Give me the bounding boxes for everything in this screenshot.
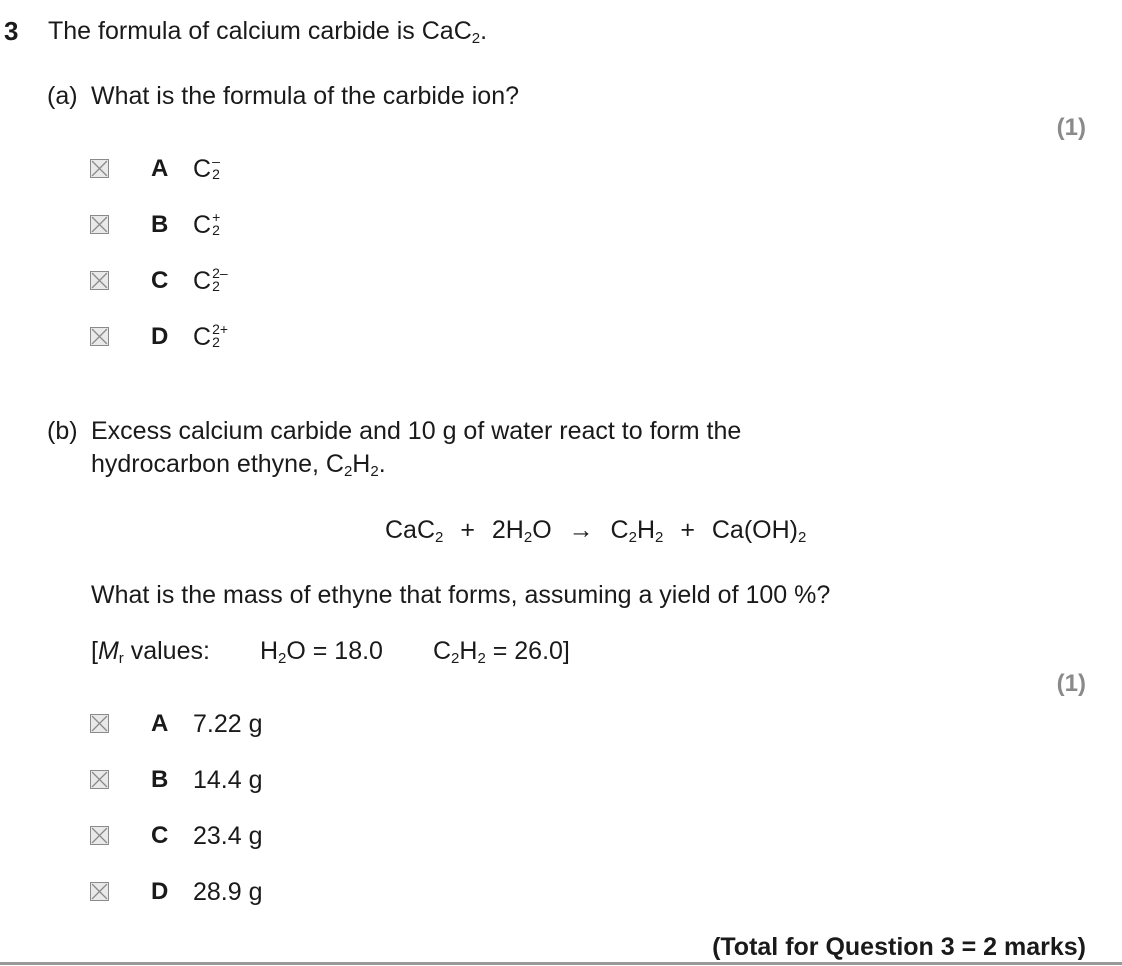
relative-mass-values: [$M_r$ values: $H_2O = 18.0$ $C_2H_2 = 26.0$]	[91, 637, 570, 667]
answer-box-a-B[interactable]	[90, 215, 109, 234]
option-formula: C + 2	[193, 209, 221, 239]
answer-box-b-D[interactable]	[90, 882, 109, 901]
part-b-text-line2: hydrocarbon ethyne, $C_2H_2$.	[91, 450, 386, 480]
option-value: 23.4 g	[193, 822, 263, 850]
bottom-divider	[0, 962, 1122, 965]
option-formula: C – 2	[193, 153, 220, 183]
chemical-equation: $CaC_2 + 2H_2O \to C_2H_2 + Ca(OH)_2$	[385, 516, 807, 546]
arrow-icon: →	[568, 516, 594, 544]
option-letter: A	[151, 710, 169, 737]
part-b-label: (b)	[47, 417, 78, 445]
question-number: 3	[4, 16, 19, 46]
part-b-text-line1: Excess calcium carbide and 10 g of water react to form the	[91, 417, 742, 445]
answer-box-b-B[interactable]	[90, 770, 109, 789]
answer-box-b-A[interactable]	[90, 714, 109, 733]
answer-box-a-C[interactable]	[90, 271, 109, 290]
option-value: 28.9 g	[193, 878, 263, 906]
answer-box-b-C[interactable]	[90, 826, 109, 845]
option-letter: D	[151, 878, 169, 905]
crossed-box-icon	[91, 827, 108, 844]
answer-box-a-D[interactable]	[90, 327, 109, 346]
question-stem: The formula of calcium carbide is CaC$_2$.	[48, 17, 488, 47]
part-a-text: What is the formula of the carbide ion?	[91, 82, 520, 110]
option-letter: C	[151, 822, 169, 849]
part-a-marks: (1)	[1056, 114, 1086, 141]
option-formula: C 2+ 2	[193, 321, 229, 351]
crossed-box-icon	[91, 216, 108, 233]
option-letter: A	[151, 155, 169, 182]
option-letter: D	[151, 323, 169, 350]
crossed-box-icon	[91, 328, 108, 345]
crossed-box-icon	[91, 771, 108, 788]
option-value: 7.22 g	[193, 710, 263, 738]
crossed-box-icon	[91, 715, 108, 732]
option-formula: C 2– 2	[193, 265, 228, 295]
crossed-box-icon	[91, 272, 108, 289]
part-a-label: (a)	[47, 82, 78, 110]
crossed-box-icon	[91, 883, 108, 900]
option-value: 14.4 g	[193, 766, 263, 794]
answer-box-a-A[interactable]	[90, 159, 109, 178]
crossed-box-icon	[91, 160, 108, 177]
option-letter: B	[151, 766, 169, 793]
part-b-question: What is the mass of ethyne that forms, assuming a yield of 100 %?	[91, 581, 831, 609]
option-letter: C	[151, 267, 169, 294]
total-marks: (Total for Question 3 = 2 marks)	[712, 933, 1086, 961]
part-b-marks: (1)	[1056, 670, 1086, 697]
option-letter: B	[151, 211, 169, 238]
